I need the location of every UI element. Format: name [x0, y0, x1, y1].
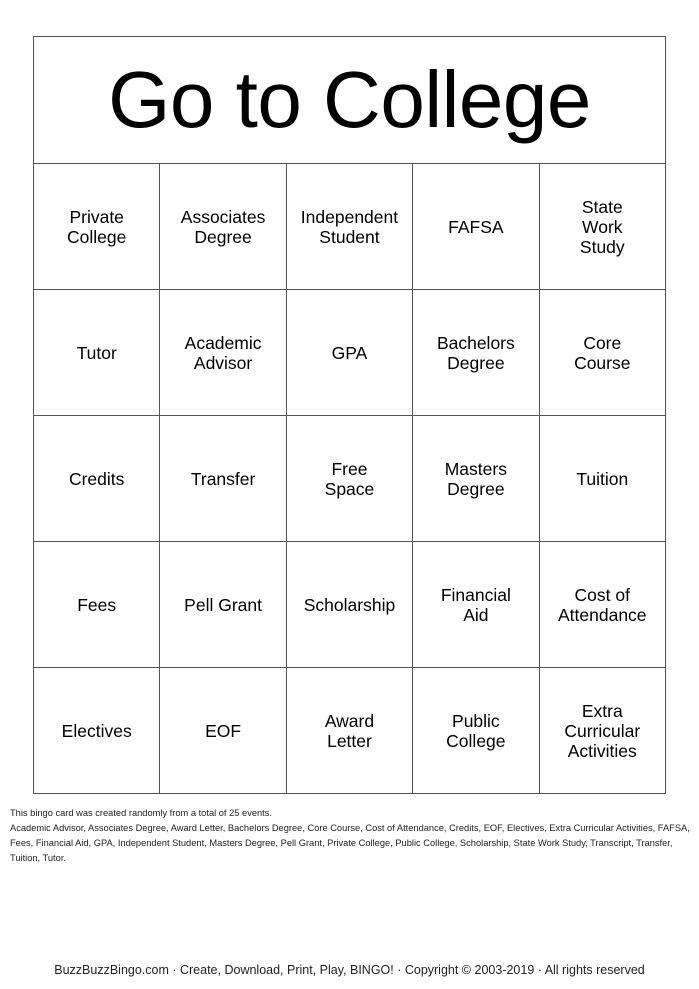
- bingo-cell: [413, 668, 539, 794]
- title-row: [34, 37, 666, 164]
- cell-label: Independent Student: [300, 206, 399, 247]
- bingo-cell: [160, 290, 286, 416]
- cell-label: FAFSA: [448, 216, 504, 237]
- cell-label: Bachelors Degree: [436, 332, 515, 373]
- cell-label: EOF: [205, 720, 242, 741]
- bingo-row-1: [34, 164, 666, 290]
- bingo-cell: [160, 416, 286, 542]
- cell-label: Cost of Attendance: [558, 584, 647, 625]
- bingo-cell: [160, 164, 286, 290]
- cell-label: Associates Degree: [180, 206, 266, 247]
- cell-label: Electives: [61, 720, 132, 741]
- card-summary: This bingo card was created randomly from a total of 25 events.: [10, 808, 272, 818]
- bingo-cell: [34, 668, 160, 794]
- cell-label: Credits: [68, 468, 125, 489]
- bingo-row-2: [34, 290, 666, 416]
- bingo-cell: [160, 668, 286, 794]
- bingo-cell: [539, 416, 665, 542]
- bingo-cell: [539, 290, 665, 416]
- bingo-cell: [539, 668, 665, 794]
- bingo-row-3: [34, 416, 666, 542]
- bingo-cell: [34, 290, 160, 416]
- cell-label: Fees: [77, 594, 117, 615]
- cell-label: Extra Curricular Activities: [564, 700, 641, 761]
- bingo-cell: [286, 542, 412, 668]
- bingo-cell: [160, 542, 286, 668]
- card-title: Go to College: [34, 37, 666, 164]
- cell-label: Private College: [67, 206, 127, 247]
- cell-label: Public College: [446, 710, 506, 751]
- free-space-cell: [286, 416, 412, 542]
- bingo-cell: [413, 542, 539, 668]
- cell-label: Award Letter: [324, 710, 375, 751]
- cell-label: Core Course: [574, 332, 631, 373]
- bingo-cell: [34, 164, 160, 290]
- bingo-card: [33, 36, 666, 794]
- copyright-footer: BuzzBuzzBingo.com · Create, Download, Print, Play, BINGO! · Copyright © 2003-2019 · All rights reserved: [54, 963, 645, 977]
- cell-label: Financial Aid: [440, 584, 511, 625]
- bingo-cell: [413, 416, 539, 542]
- card-info: [10, 806, 690, 866]
- bingo-cell: [413, 164, 539, 290]
- cell-label: State Work Study: [579, 196, 625, 257]
- bingo-cell: [539, 164, 665, 290]
- cell-label: GPA: [331, 342, 368, 363]
- bingo-cell: [286, 290, 412, 416]
- cell-label: Pell Grant: [184, 594, 262, 615]
- bingo-row-4: [34, 542, 666, 668]
- cell-label: Academic Advisor: [184, 332, 262, 373]
- bingo-cell: [34, 542, 160, 668]
- cell-label: Tuition: [576, 468, 629, 489]
- bingo-row-5: [34, 668, 666, 794]
- bingo-cell: [286, 164, 412, 290]
- event-list: Academic Advisor, Associates Degree, Award Letter, Bachelors Degree, Core Course, Cost of Attendance, Credits, EOF, Electives, Extra Curricular Activities, FAFSA, Fees, Financial Aid, GPA, Independent Student, Masters Degree, Pell Grant, Private College, Public College, Scholarship, State Work Study, Transcript, Transfer, Tuition, Tutor.: [10, 823, 690, 863]
- cell-label: Free Space: [324, 458, 375, 499]
- bingo-cell: [286, 668, 412, 794]
- cell-label: Scholarship: [303, 594, 396, 615]
- cell-label: Masters Degree: [444, 458, 507, 499]
- bingo-cell: [34, 416, 160, 542]
- bingo-cell: [539, 542, 665, 668]
- cell-label: Transfer: [190, 468, 256, 489]
- bingo-cell: [413, 290, 539, 416]
- cell-label: Tutor: [76, 342, 117, 363]
